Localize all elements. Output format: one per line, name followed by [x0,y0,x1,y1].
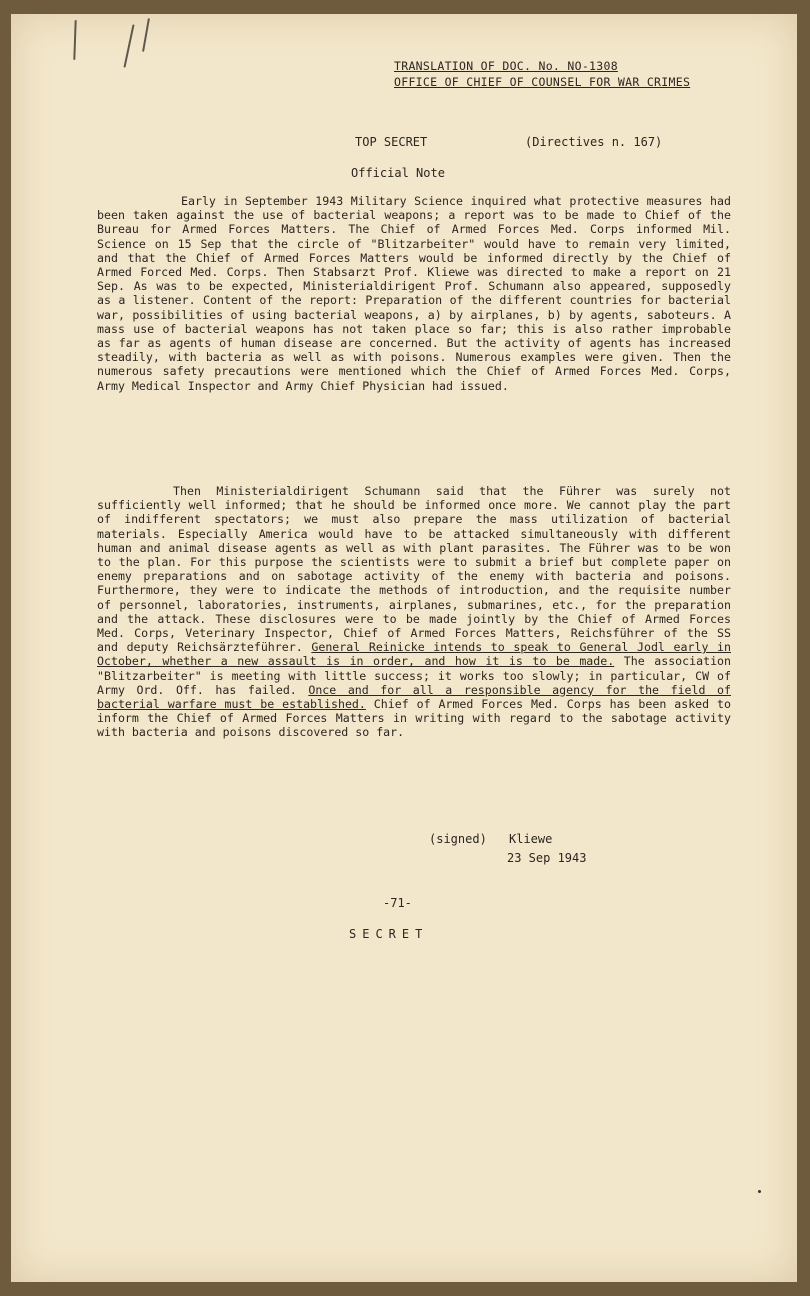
pencil-mark [123,24,134,67]
ink-dot [758,1190,761,1193]
directive-reference: (Directives n. 167) [525,135,663,149]
pencil-mark [142,18,150,52]
header-office: OFFICE OF CHIEF OF COUNSEL FOR WAR CRIMES [394,75,691,89]
document-page [11,14,797,1282]
paragraph-2 [97,484,731,740]
translation-header [394,58,690,90]
pencil-mark [73,20,76,60]
classification-bottom: SECRET [349,927,429,941]
signature-name: Kliewe [509,832,553,846]
page-number: -71- [383,896,412,910]
paragraph-2-text: The association "Blitzarbeiter" is meeting with little success; it works too slowly; in particular, CW of Army Ord. Off. has failed. [97,654,732,697]
subject-title: Official Note [351,166,445,180]
paragraph-2-text: Chief of Armed Forces Med. Corps has been asked to inform the Chief of Armed Forces Matters in writing with regard to the sabotage activity with bacteria and poisons discovered so far. [97,697,731,740]
paragraph-2-text: Then Ministerialdirigent Schumann said that the Führer was surely not sufficiently well informed; that he should be informed once more. We cannot play the part of indifferent spectators; we must also prepare the mass utilization of bacterial materials. Especially America would have to be attacked simultaneously with different human and animal disease agents as well as with plant parasites. The Führer was to be won to the plan. For this purpose the scientists were to submit a brief but complete paper on enemy preparations and on sabotage activity of the enemy with bacteria and poisons. Furthermore, they were to indicate the methods of introduction, and the requisite number of personnel, laboratories, instruments, airplanes, submarines, etc., for the preparation and the attack. These disclosures were to be made jointly by the Chief of Armed Forces Med. Corps, Veterinary Inspector, Chief of Armed Forces Matters, Reichsführer of the SS and deputy Reichsärzteführer. [97,484,731,655]
signature-label: (signed) [429,832,487,846]
classification-top: TOP SECRET [355,135,428,149]
paragraph-1: Early in September 1943 Military Science inquired what protective measures had been taken against the use of bacterial weapons; a report was to be made to Chief of the Bureau for Armed Forces Matters. The Chief of Armed Forces Med. Corps informed Mil. Science on 15 Sep that the circle of "Blitzarbeiter" would have to remain very limited, and that the Chief of Armed Forces Matters would be informed directly by the Chief of Armed Forced Med. Corps. Then Stabsarzt Prof. Kliewe was directed to make a report on 21 Sep. As was to be expected, Ministerialdirigent Prof. Schumann also appeared, supposedly as a listener. Content of the report: Preparation of the different countries for bacterial war, possibilities of using bacterial weapons, a) by airplanes, b) by agents, saboteurs. A mass use of bacterial weapons has not taken place so far; this is also rather improbable as far as agents of human disease are concerned. But the activity of agents has increased steadily, with bacteria as well as with poisons. Numerous examples were given. Then the numerous safety precautions were mentioned which the Chief of Armed Forces Med. Corps, Army Medical Inspector and Army Chief Physician had issued. [97,194,731,393]
underlined-passage-agency: Once and for all a responsible agency for the field of bacterial warfare must be established. [97,682,732,712]
header-doc-number: TRANSLATION OF DOC. No. NO-1308 [394,59,618,73]
underlined-passage-jodl: General Reinicke intends to speak to General Jodl early in October, whether a new assault is in order, and how it is to be made. [97,640,732,669]
signature-date: 23 Sep 1943 [507,851,587,865]
